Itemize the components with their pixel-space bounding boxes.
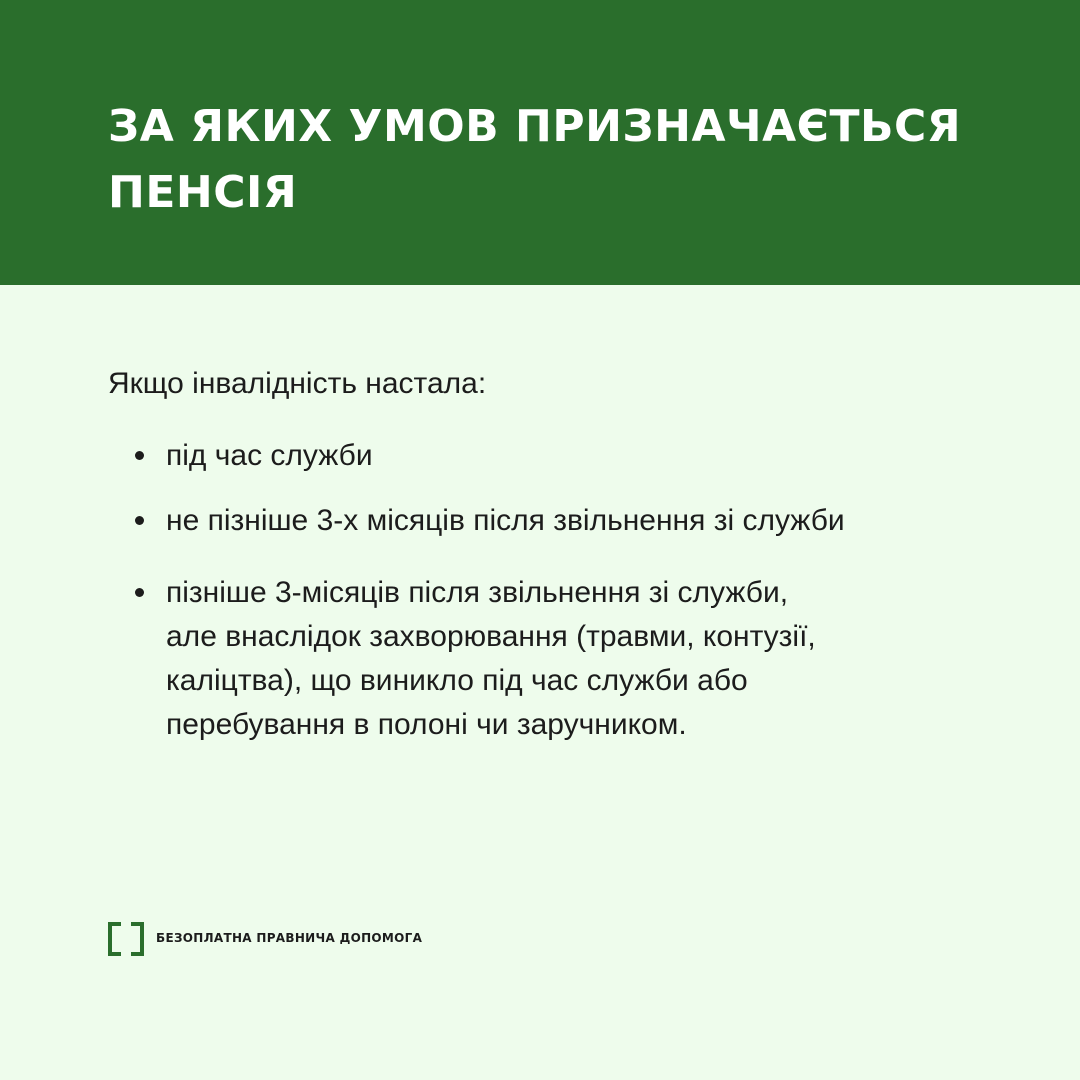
list-item [135, 571, 1015, 747]
footer-brand [108, 922, 422, 954]
bullet-icon [135, 451, 144, 460]
page-title: ЗА ЯКИХ УМОВ ПРИЗНАЧАЄТЬСЯ ПЕНСІЯ [108, 101, 962, 218]
bracket-logo-icon [108, 922, 144, 954]
list-item [135, 434, 1015, 478]
bullet-icon [135, 516, 144, 525]
left-bracket-icon [108, 922, 121, 956]
organization-name: БЕЗОПЛАТНА ПРАВНИЧА ДОПОМОГА [156, 931, 423, 945]
right-bracket-icon [131, 922, 144, 956]
bullet-icon [135, 588, 144, 597]
list-item-text: пізніше 3-місяців після звільнення зі служби, але внаслідок захворювання (травми, контузії, каліцтва), що виникло під час служби або перебування в полоні чи заручником. [166, 576, 816, 741]
list-item-text: під час служби [166, 439, 373, 472]
list-item [135, 499, 1015, 543]
intro-text: Якщо інвалідність настала: [108, 367, 487, 400]
header-banner [0, 0, 1080, 285]
list-item-text: не пізніше 3-х місяців після звільнення зі служби [166, 504, 845, 537]
